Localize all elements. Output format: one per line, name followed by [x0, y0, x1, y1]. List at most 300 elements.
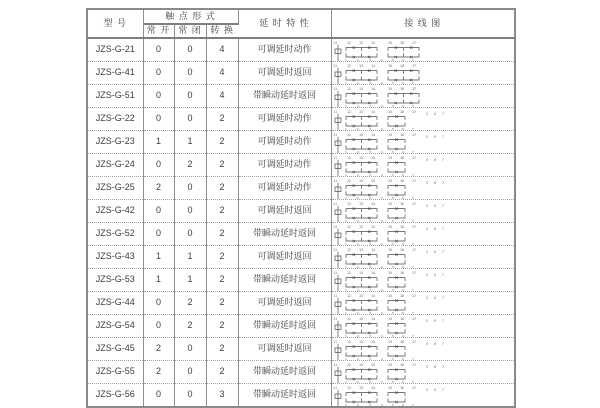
svg-text:16: 16 [399, 316, 404, 321]
svg-text:6: 6 [433, 364, 436, 369]
delay-characteristic-cell: 可调延时动作 [238, 154, 331, 177]
svg-text:12: 12 [346, 224, 351, 229]
delay-characteristic-cell: 带瞬动延时返回 [238, 269, 331, 292]
svg-text:3: 3 [368, 80, 371, 85]
normally-open-count-cell: 2 [143, 361, 174, 384]
table-row [87, 292, 515, 315]
table-body [87, 38, 515, 407]
svg-text:2: 2 [356, 80, 359, 85]
model-cell: JZS-G-21 [87, 38, 143, 62]
svg-text:11: 11 [332, 132, 337, 137]
normally-open-count-cell: 1 [143, 269, 174, 292]
svg-text:13: 13 [358, 155, 363, 160]
svg-text:11: 11 [332, 339, 337, 344]
svg-text:3: 3 [368, 402, 371, 407]
delay-characteristic-cell: 带瞬动延时返回 [238, 85, 331, 108]
svg-text:3: 3 [368, 287, 371, 292]
svg-text:5: 5 [425, 134, 428, 139]
normally-closed-count-cell: 2 [174, 154, 206, 177]
svg-text:5: 5 [425, 180, 428, 185]
changeover-count-cell: 2 [206, 200, 238, 223]
svg-text:13: 13 [358, 385, 363, 390]
table-row [87, 85, 515, 108]
svg-text:11: 11 [332, 316, 337, 321]
svg-text:4: 4 [380, 57, 383, 62]
normally-open-count-cell: 2 [143, 177, 174, 200]
svg-text:1: 1 [344, 149, 347, 154]
svg-text:6: 6 [401, 356, 404, 361]
wiring-diagram [332, 247, 450, 268]
svg-text:4: 4 [380, 103, 383, 108]
svg-text:13: 13 [358, 293, 363, 298]
svg-text:12: 12 [346, 270, 351, 275]
table-row [87, 223, 515, 246]
svg-text:2: 2 [356, 333, 359, 338]
table-row [87, 200, 515, 223]
svg-text:14: 14 [370, 339, 375, 344]
delay-characteristic-cell: 可调延时动作 [238, 38, 331, 62]
svg-text:12: 12 [346, 155, 351, 160]
svg-text:1: 1 [344, 356, 347, 361]
svg-text:11: 11 [332, 40, 337, 45]
svg-text:4: 4 [380, 149, 383, 154]
svg-text:4: 4 [380, 126, 383, 131]
svg-text:3: 3 [368, 333, 371, 338]
svg-text:15: 15 [387, 109, 392, 114]
wiring-diagram [332, 86, 450, 107]
table-row [87, 131, 515, 154]
svg-text:16: 16 [399, 270, 404, 275]
svg-text:12: 12 [346, 63, 351, 68]
svg-text:7: 7 [411, 333, 414, 338]
wiring-diagram-cell [331, 177, 515, 200]
col-header-contact-form: 触 点 形 式 [143, 9, 238, 24]
delay-characteristic-cell: 可调延时动作 [238, 108, 331, 131]
svg-text:16: 16 [399, 247, 404, 252]
svg-text:5: 5 [425, 249, 428, 254]
svg-text:6: 6 [401, 126, 404, 131]
svg-text:13: 13 [358, 109, 363, 114]
svg-text:14: 14 [370, 224, 375, 229]
table-row [87, 384, 515, 408]
svg-text:5: 5 [425, 272, 428, 277]
svg-text:4: 4 [380, 333, 383, 338]
svg-text:14: 14 [370, 109, 375, 114]
svg-text:14: 14 [370, 155, 375, 160]
wiring-diagram-cell [331, 292, 515, 315]
col-header-model: 型 号 [87, 9, 143, 38]
svg-text:1: 1 [344, 80, 347, 85]
svg-text:11: 11 [332, 201, 337, 206]
wiring-diagram-cell [331, 246, 515, 269]
wiring-diagram-cell [331, 223, 515, 246]
wiring-diagram [332, 339, 450, 360]
svg-text:11: 11 [332, 86, 337, 91]
model-cell: JZS-G-24 [87, 154, 143, 177]
svg-text:14: 14 [370, 178, 375, 183]
svg-text:16: 16 [399, 63, 404, 68]
svg-text:2: 2 [356, 310, 359, 315]
svg-text:4: 4 [380, 287, 383, 292]
table-row [87, 108, 515, 131]
svg-text:13: 13 [358, 247, 363, 252]
delay-characteristic-cell: 可调延时返回 [238, 62, 331, 85]
wiring-diagram [332, 316, 450, 337]
normally-closed-count-cell: 1 [174, 246, 206, 269]
svg-text:15: 15 [387, 155, 392, 160]
table-row [87, 246, 515, 269]
svg-text:5: 5 [425, 364, 428, 369]
svg-text:15: 15 [387, 86, 392, 91]
svg-text:15: 15 [387, 316, 392, 321]
model-cell: JZS-G-44 [87, 292, 143, 315]
svg-text:15: 15 [387, 40, 392, 45]
svg-text:17: 17 [411, 201, 416, 206]
col-header-normally-open: 常 开 [143, 24, 174, 38]
svg-text:5: 5 [391, 195, 394, 200]
svg-text:6: 6 [433, 203, 436, 208]
svg-text:16: 16 [399, 362, 404, 367]
svg-text:12: 12 [346, 362, 351, 367]
svg-text:1: 1 [344, 379, 347, 384]
model-cell: JZS-G-43 [87, 246, 143, 269]
changeover-count-cell: 2 [206, 223, 238, 246]
wiring-diagram [332, 178, 450, 199]
wiring-diagram [332, 224, 450, 245]
changeover-count-cell: 2 [206, 108, 238, 131]
svg-text:4: 4 [380, 379, 383, 384]
svg-text:7: 7 [441, 111, 444, 116]
normally-closed-count-cell: 0 [174, 108, 206, 131]
svg-text:7: 7 [441, 157, 444, 162]
changeover-count-cell: 2 [206, 361, 238, 384]
svg-text:6: 6 [401, 241, 404, 246]
svg-text:2: 2 [356, 149, 359, 154]
svg-text:6: 6 [401, 172, 404, 177]
svg-text:7: 7 [411, 310, 414, 315]
changeover-count-cell: 2 [206, 338, 238, 361]
svg-text:14: 14 [370, 316, 375, 321]
svg-text:11: 11 [332, 270, 337, 275]
svg-text:7: 7 [411, 126, 414, 131]
wiring-diagram [332, 270, 450, 291]
svg-text:6: 6 [401, 149, 404, 154]
svg-text:14: 14 [370, 63, 375, 68]
delay-characteristic-cell: 可调延时返回 [238, 200, 331, 223]
svg-text:11: 11 [332, 63, 337, 68]
model-cell: JZS-G-41 [87, 62, 143, 85]
svg-text:7: 7 [411, 356, 414, 361]
normally-open-count-cell: 0 [143, 154, 174, 177]
model-cell: JZS-G-52 [87, 223, 143, 246]
svg-text:7: 7 [411, 218, 414, 223]
svg-text:11: 11 [332, 293, 337, 298]
svg-text:13: 13 [358, 270, 363, 275]
svg-text:6: 6 [433, 295, 436, 300]
svg-text:3: 3 [368, 356, 371, 361]
changeover-count-cell: 4 [206, 85, 238, 108]
wiring-diagram [332, 155, 450, 176]
svg-text:7: 7 [441, 295, 444, 300]
svg-text:2: 2 [356, 287, 359, 292]
svg-text:7: 7 [441, 226, 444, 231]
svg-text:16: 16 [399, 201, 404, 206]
svg-text:16: 16 [399, 339, 404, 344]
svg-text:14: 14 [370, 40, 375, 45]
delay-characteristic-cell: 带瞬动延时返回 [238, 361, 331, 384]
svg-text:7: 7 [441, 364, 444, 369]
delay-characteristic-cell: 带瞬动延时返回 [238, 384, 331, 408]
svg-text:5: 5 [391, 333, 394, 338]
svg-text:7: 7 [441, 249, 444, 254]
svg-text:17: 17 [411, 293, 416, 298]
svg-text:13: 13 [358, 40, 363, 45]
svg-text:12: 12 [346, 247, 351, 252]
svg-text:7: 7 [411, 80, 414, 85]
svg-text:7: 7 [411, 103, 414, 108]
svg-text:17: 17 [411, 224, 416, 229]
svg-text:16: 16 [399, 109, 404, 114]
svg-text:7: 7 [441, 180, 444, 185]
svg-text:4: 4 [380, 218, 383, 223]
svg-text:3: 3 [368, 103, 371, 108]
svg-text:7: 7 [411, 264, 414, 269]
svg-text:12: 12 [346, 293, 351, 298]
svg-text:15: 15 [387, 201, 392, 206]
svg-text:11: 11 [332, 247, 337, 252]
table-row [87, 315, 515, 338]
wiring-diagram-cell [331, 131, 515, 154]
svg-text:7: 7 [411, 172, 414, 177]
svg-text:2: 2 [356, 379, 359, 384]
svg-text:1: 1 [344, 264, 347, 269]
svg-text:15: 15 [387, 63, 392, 68]
svg-text:16: 16 [399, 224, 404, 229]
svg-text:17: 17 [411, 316, 416, 321]
svg-text:5: 5 [425, 318, 428, 323]
wiring-diagram [332, 201, 450, 222]
svg-text:7: 7 [411, 402, 414, 407]
svg-text:15: 15 [387, 132, 392, 137]
normally-closed-count-cell: 2 [174, 315, 206, 338]
svg-text:17: 17 [411, 385, 416, 390]
svg-text:12: 12 [346, 316, 351, 321]
svg-text:13: 13 [358, 86, 363, 91]
normally-closed-count-cell: 0 [174, 338, 206, 361]
svg-text:5: 5 [425, 387, 428, 392]
svg-text:14: 14 [370, 247, 375, 252]
wiring-diagram-cell [331, 108, 515, 131]
svg-text:5: 5 [391, 379, 394, 384]
svg-text:12: 12 [346, 339, 351, 344]
normally-closed-count-cell: 0 [174, 223, 206, 246]
table-row [87, 62, 515, 85]
table-row [87, 269, 515, 292]
wiring-diagram-cell [331, 62, 515, 85]
table-row [87, 177, 515, 200]
svg-text:14: 14 [370, 293, 375, 298]
svg-text:14: 14 [370, 132, 375, 137]
svg-text:5: 5 [391, 103, 394, 108]
wiring-diagram [332, 40, 450, 61]
normally-closed-count-cell: 0 [174, 200, 206, 223]
svg-text:15: 15 [387, 339, 392, 344]
svg-text:5: 5 [425, 341, 428, 346]
svg-text:15: 15 [387, 178, 392, 183]
svg-text:14: 14 [370, 385, 375, 390]
svg-text:2: 2 [356, 57, 359, 62]
svg-text:1: 1 [344, 333, 347, 338]
svg-text:14: 14 [370, 362, 375, 367]
wiring-diagram [332, 362, 450, 383]
svg-text:2: 2 [356, 218, 359, 223]
svg-text:5: 5 [391, 287, 394, 292]
svg-text:3: 3 [368, 126, 371, 131]
svg-text:5: 5 [391, 57, 394, 62]
svg-text:3: 3 [368, 379, 371, 384]
svg-text:13: 13 [358, 224, 363, 229]
svg-text:15: 15 [387, 385, 392, 390]
normally-open-count-cell: 0 [143, 223, 174, 246]
svg-text:16: 16 [399, 40, 404, 45]
svg-text:7: 7 [441, 272, 444, 277]
svg-text:5: 5 [391, 264, 394, 269]
svg-text:5: 5 [391, 126, 394, 131]
table-row [87, 361, 515, 384]
svg-text:4: 4 [380, 356, 383, 361]
table-row [87, 154, 515, 177]
wiring-diagram [332, 385, 450, 406]
svg-text:6: 6 [401, 287, 404, 292]
svg-text:2: 2 [356, 402, 359, 407]
normally-open-count-cell: 0 [143, 315, 174, 338]
changeover-count-cell: 2 [206, 246, 238, 269]
svg-text:1: 1 [344, 241, 347, 246]
wiring-diagram-cell [331, 38, 515, 62]
svg-text:5: 5 [425, 203, 428, 208]
svg-text:5: 5 [391, 80, 394, 85]
svg-text:4: 4 [380, 172, 383, 177]
svg-text:5: 5 [391, 149, 394, 154]
table-row [87, 338, 515, 361]
svg-text:7: 7 [411, 149, 414, 154]
svg-text:1: 1 [344, 103, 347, 108]
svg-text:6: 6 [433, 111, 436, 116]
svg-text:16: 16 [399, 86, 404, 91]
normally-open-count-cell: 2 [143, 338, 174, 361]
svg-text:3: 3 [368, 310, 371, 315]
normally-open-count-cell: 1 [143, 246, 174, 269]
relay-spec-table [86, 8, 516, 408]
normally-open-count-cell: 1 [143, 131, 174, 154]
svg-text:17: 17 [411, 132, 416, 137]
svg-text:6: 6 [433, 180, 436, 185]
changeover-count-cell: 2 [206, 292, 238, 315]
svg-text:2: 2 [356, 103, 359, 108]
changeover-count-cell: 2 [206, 269, 238, 292]
svg-text:17: 17 [411, 178, 416, 183]
svg-text:11: 11 [332, 224, 337, 229]
normally-open-count-cell: 0 [143, 85, 174, 108]
svg-text:16: 16 [399, 293, 404, 298]
svg-text:16: 16 [399, 385, 404, 390]
model-cell: JZS-G-42 [87, 200, 143, 223]
model-cell: JZS-G-25 [87, 177, 143, 200]
svg-text:2: 2 [356, 264, 359, 269]
svg-text:2: 2 [356, 172, 359, 177]
svg-text:13: 13 [358, 362, 363, 367]
svg-text:14: 14 [370, 86, 375, 91]
delay-characteristic-cell: 带瞬动延时返回 [238, 315, 331, 338]
svg-text:15: 15 [387, 270, 392, 275]
svg-text:7: 7 [441, 341, 444, 346]
svg-text:3: 3 [368, 264, 371, 269]
svg-text:6: 6 [433, 272, 436, 277]
table-header [87, 9, 515, 38]
normally-open-count-cell: 0 [143, 292, 174, 315]
changeover-count-cell: 2 [206, 131, 238, 154]
svg-text:5: 5 [391, 218, 394, 223]
svg-text:12: 12 [346, 178, 351, 183]
svg-text:5: 5 [391, 402, 394, 407]
model-cell: JZS-G-56 [87, 384, 143, 408]
svg-text:6: 6 [433, 387, 436, 392]
delay-characteristic-cell: 带瞬动延时返回 [238, 223, 331, 246]
svg-text:7: 7 [441, 387, 444, 392]
svg-text:4: 4 [380, 402, 383, 407]
wiring-diagram-cell [331, 85, 515, 108]
svg-text:14: 14 [370, 270, 375, 275]
svg-text:13: 13 [358, 132, 363, 137]
wiring-diagram-cell [331, 361, 515, 384]
svg-text:6: 6 [401, 57, 404, 62]
svg-text:7: 7 [441, 318, 444, 323]
changeover-count-cell: 2 [206, 315, 238, 338]
svg-text:5: 5 [425, 111, 428, 116]
svg-text:12: 12 [346, 201, 351, 206]
svg-text:7: 7 [411, 195, 414, 200]
svg-text:3: 3 [368, 195, 371, 200]
svg-text:13: 13 [358, 63, 363, 68]
wiring-diagram-cell [331, 384, 515, 408]
svg-text:4: 4 [380, 264, 383, 269]
svg-text:16: 16 [399, 155, 404, 160]
svg-text:3: 3 [368, 172, 371, 177]
svg-text:6: 6 [401, 402, 404, 407]
svg-text:6: 6 [433, 134, 436, 139]
svg-text:6: 6 [401, 195, 404, 200]
col-header-delay: 延 时 特 性 [238, 9, 331, 38]
svg-text:6: 6 [401, 218, 404, 223]
normally-open-count-cell: 0 [143, 62, 174, 85]
svg-text:4: 4 [380, 310, 383, 315]
svg-text:12: 12 [346, 86, 351, 91]
svg-text:13: 13 [358, 339, 363, 344]
svg-text:6: 6 [401, 310, 404, 315]
delay-characteristic-cell: 可调延时动作 [238, 131, 331, 154]
wiring-diagram [332, 63, 450, 84]
svg-text:13: 13 [358, 178, 363, 183]
svg-text:1: 1 [344, 172, 347, 177]
svg-text:11: 11 [332, 385, 337, 390]
svg-text:7: 7 [411, 379, 414, 384]
normally-open-count-cell: 0 [143, 200, 174, 223]
wiring-diagram-cell [331, 269, 515, 292]
svg-text:3: 3 [368, 241, 371, 246]
svg-text:17: 17 [411, 86, 416, 91]
col-header-changeover: 转 换 [206, 24, 238, 38]
changeover-count-cell: 2 [206, 177, 238, 200]
